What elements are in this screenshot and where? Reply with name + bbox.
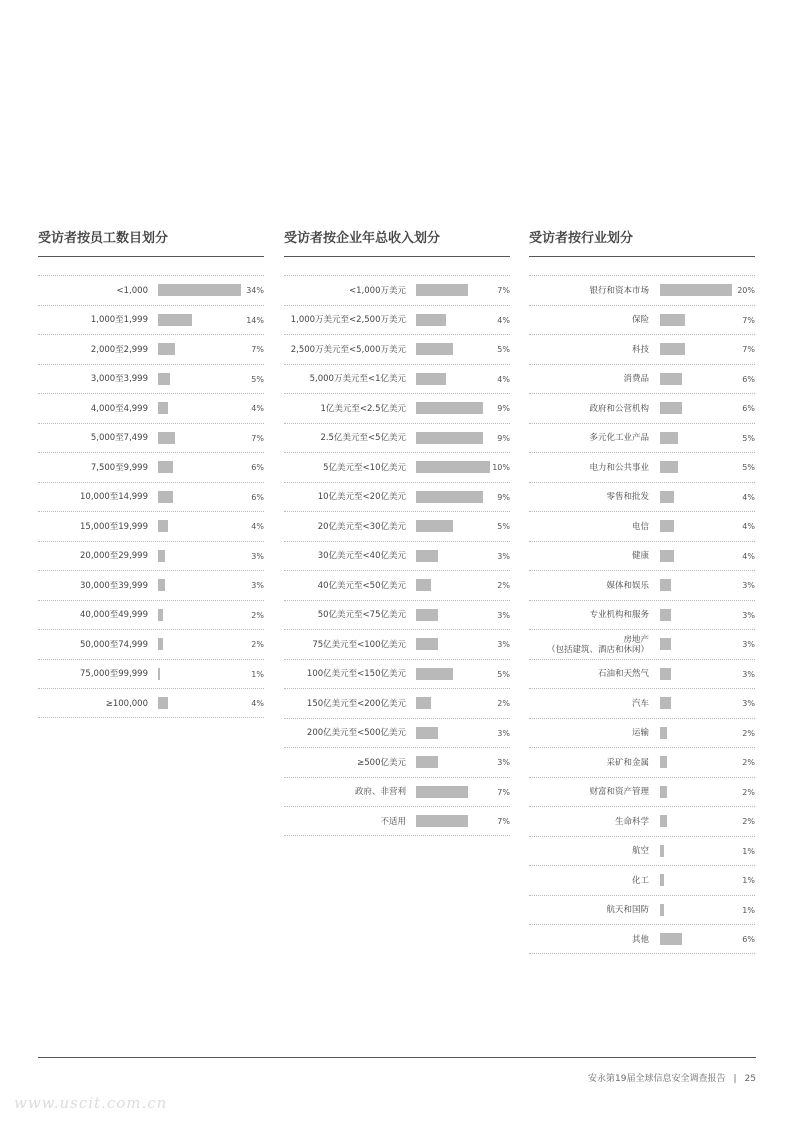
bar-row: [284, 718, 510, 748]
bar-row: [529, 364, 755, 394]
bar: [660, 579, 671, 591]
bar-row: [529, 541, 755, 571]
bar: [158, 579, 165, 591]
category-label: 银行和资本市场: [589, 285, 649, 296]
chart-title: 受访者按企业年总收入划分: [284, 231, 441, 246]
page-number: 25: [744, 1074, 756, 1084]
value-label: 9%: [497, 433, 510, 443]
bar: [660, 697, 671, 709]
bar: [416, 343, 453, 355]
bar-row: [38, 305, 264, 335]
bar-row: [38, 659, 264, 689]
value-label: 3%: [497, 758, 510, 767]
category-label: 生命科学: [614, 816, 649, 827]
bar-rows: [38, 275, 264, 718]
bar: [416, 786, 468, 798]
value-label: 1%: [742, 876, 755, 885]
bar: [660, 904, 664, 916]
title-divider: [284, 256, 510, 257]
bar: [660, 343, 685, 355]
category-label: 30亿美元至<40亿美元: [317, 551, 406, 561]
bar-row: [529, 865, 755, 895]
value-label: 6%: [251, 463, 264, 472]
category-label: 30,000至39,999: [80, 580, 148, 591]
bar: [660, 756, 667, 768]
category-label: 1亿美元至<2.5亿美元: [320, 403, 406, 414]
bar-row: [38, 600, 264, 630]
bar: [416, 668, 453, 680]
bar-row: [529, 600, 755, 630]
bar: [660, 550, 674, 562]
value-label: 3%: [742, 669, 755, 679]
value-label: 9%: [497, 404, 510, 413]
bar: [416, 432, 483, 444]
value-label: 7%: [497, 286, 510, 295]
title-divider: [529, 256, 755, 257]
bar-row: [529, 334, 755, 364]
category-label: 5,000万美元至<1亿美元: [309, 374, 406, 384]
value-label: 4%: [742, 522, 755, 531]
value-label: 5%: [742, 463, 755, 472]
value-label: 7%: [251, 345, 264, 354]
value-label: 2%: [251, 610, 264, 620]
value-label: 4%: [251, 699, 264, 708]
bar: [158, 314, 192, 326]
value-label: 7%: [497, 817, 510, 826]
bar-row: [284, 275, 510, 305]
bar: [660, 284, 732, 296]
value-label: 3%: [742, 699, 755, 708]
category-label: 政府和公营机构: [589, 403, 649, 414]
bar-row: [38, 393, 264, 423]
bar: [416, 609, 438, 621]
category-label: 40亿美元至<50亿美元: [317, 580, 406, 591]
category-label: 50,000至74,999: [80, 639, 148, 650]
bar: [158, 284, 241, 296]
bar: [416, 402, 483, 414]
category-label: 健康: [631, 551, 649, 561]
category-label: 7,500至9,999: [90, 462, 148, 473]
category-label: 房地产 （包括建筑、酒店和休闲）: [546, 634, 649, 655]
bar-row: [38, 688, 264, 718]
value-label: 2%: [497, 581, 510, 590]
chart-title: 受访者按员工数目划分: [38, 231, 169, 246]
bar: [158, 402, 168, 414]
bar-row: [284, 777, 510, 807]
value-label: 5%: [742, 433, 755, 443]
bar-row: [529, 452, 755, 482]
category-label: 多元化工业产品: [589, 433, 649, 443]
category-label: 化工: [631, 875, 649, 886]
bar: [416, 756, 438, 768]
bar-row: [284, 541, 510, 571]
bar: [416, 815, 468, 827]
value-label: 2%: [251, 640, 264, 649]
bar: [158, 373, 170, 385]
bar: [416, 461, 490, 473]
bar-row: [38, 482, 264, 512]
bar-row: [529, 688, 755, 718]
bar-row: [529, 629, 755, 659]
category-label: 运输: [631, 728, 649, 738]
bar-row: [529, 423, 755, 453]
bar-row: [38, 452, 264, 482]
bar: [660, 373, 682, 385]
bar: [660, 668, 671, 680]
bar-row: [38, 364, 264, 394]
bar: [660, 609, 671, 621]
category-label: 2,500万美元至<5,000万美元: [290, 344, 406, 355]
bar: [158, 697, 168, 709]
category-label: 2,000至2,999: [90, 344, 148, 355]
value-label: 1%: [742, 846, 755, 856]
value-label: 2%: [742, 817, 755, 826]
watermark: www.uscit.com.cn: [14, 1094, 168, 1112]
bar: [416, 284, 468, 296]
bar-row: [284, 688, 510, 718]
bar: [416, 579, 431, 591]
bar-rows: [284, 275, 510, 836]
category-label: 5,000至7,499: [90, 433, 148, 443]
bar: [660, 402, 682, 414]
bar: [660, 933, 682, 945]
category-label: 20,000至29,999: [80, 551, 148, 561]
bar: [416, 491, 483, 503]
category-label: 航空: [631, 846, 649, 856]
bar-row: [529, 836, 755, 866]
bar-row: [529, 777, 755, 807]
value-label: 4%: [742, 492, 755, 502]
value-label: 4%: [742, 551, 755, 561]
bar: [416, 727, 438, 739]
value-label: 1%: [251, 669, 264, 679]
category-label: 20亿美元至<30亿美元: [317, 521, 406, 532]
bar: [660, 314, 685, 326]
bar-row: [529, 924, 755, 954]
category-label: 其他: [631, 934, 649, 945]
category-label: 专业机构和服务: [589, 610, 649, 620]
bar: [158, 461, 173, 473]
bar-row: [529, 393, 755, 423]
value-label: 4%: [497, 374, 510, 384]
bar: [158, 668, 160, 680]
bar: [158, 343, 175, 355]
bar: [660, 815, 667, 827]
category-label: 保险: [631, 315, 649, 325]
value-label: 1%: [742, 905, 755, 915]
bar-row: [529, 305, 755, 335]
category-label: 75,000至99,999: [80, 669, 148, 679]
chart-industry: [529, 228, 755, 954]
category-label: 政府、非营利: [354, 787, 406, 797]
value-label: 2%: [742, 758, 755, 767]
value-label: 4%: [497, 315, 510, 325]
bar-row: [529, 806, 755, 836]
value-label: 4%: [251, 522, 264, 531]
bar-row: [284, 747, 510, 777]
bar-row: [529, 482, 755, 512]
bar-row: [38, 541, 264, 571]
value-label: 5%: [251, 374, 264, 384]
bar: [416, 520, 453, 532]
category-label: 15,000至19,999: [80, 521, 148, 532]
bar: [660, 491, 674, 503]
value-label: 7%: [742, 315, 755, 325]
category-label: 40,000至49,999: [80, 610, 148, 620]
value-label: 3%: [742, 581, 755, 590]
bar-row: [529, 747, 755, 777]
category-label: 1,000万美元至<2,500万美元: [290, 315, 406, 325]
value-label: 3%: [497, 610, 510, 620]
category-label: 10,000至14,999: [80, 492, 148, 502]
bar-row: [284, 806, 510, 836]
category-label: 50亿美元至<75亿美元: [317, 610, 406, 620]
category-label: ≥500亿美元: [357, 757, 406, 768]
category-label: 1,000至1,999: [90, 315, 148, 325]
bar-row: [38, 275, 264, 305]
category-label: <1,000万美元: [349, 285, 406, 296]
bar-row: [284, 511, 510, 541]
bar: [158, 609, 163, 621]
bar: [158, 638, 163, 650]
bar-row: [38, 629, 264, 659]
bar: [660, 520, 674, 532]
value-label: 4%: [251, 404, 264, 413]
category-label: 5亿美元至<10亿美元: [323, 462, 406, 473]
category-label: 汽车: [631, 698, 649, 709]
category-label: 3,000至3,999: [90, 374, 148, 384]
bar-row: [284, 659, 510, 689]
bar-row: [284, 393, 510, 423]
bar: [660, 461, 678, 473]
value-label: 7%: [742, 345, 755, 354]
bar-row: [284, 334, 510, 364]
value-label: 3%: [497, 728, 510, 738]
value-label: 9%: [497, 492, 510, 502]
bar-row: [38, 423, 264, 453]
bar: [416, 373, 446, 385]
bar: [660, 874, 664, 886]
bar-row: [38, 511, 264, 541]
chart-revenue: [284, 228, 510, 836]
value-label: 3%: [251, 581, 264, 590]
value-label: 14%: [246, 315, 264, 325]
bar-row: [284, 600, 510, 630]
bar: [158, 491, 173, 503]
bar: [416, 638, 438, 650]
category-label: 财富和资产管理: [589, 787, 649, 797]
chart-title: 受访者按行业划分: [529, 231, 634, 246]
category-label: 4,000至4,999: [90, 403, 148, 414]
value-label: 5%: [497, 669, 510, 679]
bar: [660, 845, 664, 857]
bar-row: [529, 659, 755, 689]
bar: [416, 314, 446, 326]
value-label: 5%: [497, 522, 510, 531]
category-label: 不适用: [380, 816, 406, 827]
bar-row: [529, 570, 755, 600]
bar: [416, 550, 438, 562]
bar-row: [529, 511, 755, 541]
bar: [416, 697, 431, 709]
category-label: 媒体和娱乐: [606, 580, 649, 591]
bar-row: [529, 895, 755, 925]
bar-row: [284, 570, 510, 600]
value-label: 3%: [742, 610, 755, 620]
bar: [660, 638, 671, 650]
category-label: 消费品: [623, 374, 649, 384]
category-label: 电力和公共事业: [589, 462, 649, 473]
bar-row: [284, 629, 510, 659]
value-label: 3%: [497, 551, 510, 561]
value-label: 7%: [497, 787, 510, 797]
report-title: 安永第19届全球信息安全调查报告: [588, 1074, 726, 1084]
category-label: 2.5亿美元至<5亿美元: [320, 433, 406, 443]
category-label: 电信: [631, 521, 649, 532]
category-label: 75亿美元至<100亿美元: [312, 639, 406, 650]
value-label: 6%: [742, 404, 755, 413]
value-label: 7%: [251, 433, 264, 443]
category-label: 零售和批发: [606, 492, 649, 502]
bar-row: [284, 452, 510, 482]
category-label: 航天和国防: [606, 905, 649, 915]
value-label: 3%: [251, 551, 264, 561]
bar-row: [38, 334, 264, 364]
value-label: 6%: [251, 492, 264, 502]
bar-row: [284, 423, 510, 453]
bar-row: [529, 275, 755, 305]
bar: [660, 432, 678, 444]
value-label: 6%: [742, 935, 755, 944]
value-label: 2%: [742, 787, 755, 797]
bar-row: [38, 570, 264, 600]
category-label: <1,000: [116, 285, 148, 296]
category-label: 石油和天然气: [597, 669, 649, 679]
category-label: 10亿美元至<20亿美元: [317, 492, 406, 502]
category-label: 科技: [631, 344, 649, 355]
bar-row: [284, 364, 510, 394]
page-footer: [588, 1071, 756, 1084]
value-label: 2%: [742, 728, 755, 738]
value-label: 34%: [246, 286, 264, 295]
category-label: 采矿和金属: [606, 757, 649, 768]
bar-row: [284, 482, 510, 512]
value-label: 20%: [737, 286, 755, 295]
value-label: 3%: [742, 640, 755, 649]
value-label: 3%: [497, 640, 510, 649]
category-label: ≥100,000: [105, 698, 148, 709]
value-label: 10%: [492, 463, 510, 472]
category-label: 100亿美元至<150亿美元: [306, 669, 406, 679]
value-label: 2%: [497, 699, 510, 708]
bar: [660, 786, 667, 798]
bar-rows: [529, 275, 755, 954]
chart-employees: [38, 228, 264, 718]
bar: [158, 432, 175, 444]
value-label: 5%: [497, 345, 510, 354]
footer-divider: [38, 1057, 756, 1058]
bar-row: [529, 718, 755, 748]
bar: [158, 550, 165, 562]
bar-row: [284, 305, 510, 335]
bar: [158, 520, 168, 532]
footer-separator: |: [733, 1074, 737, 1084]
title-divider: [38, 256, 264, 257]
value-label: 6%: [742, 374, 755, 384]
category-label: 200亿美元至<500亿美元: [306, 728, 406, 738]
category-label: 150亿美元至<200亿美元: [306, 698, 406, 709]
bar: [660, 727, 667, 739]
